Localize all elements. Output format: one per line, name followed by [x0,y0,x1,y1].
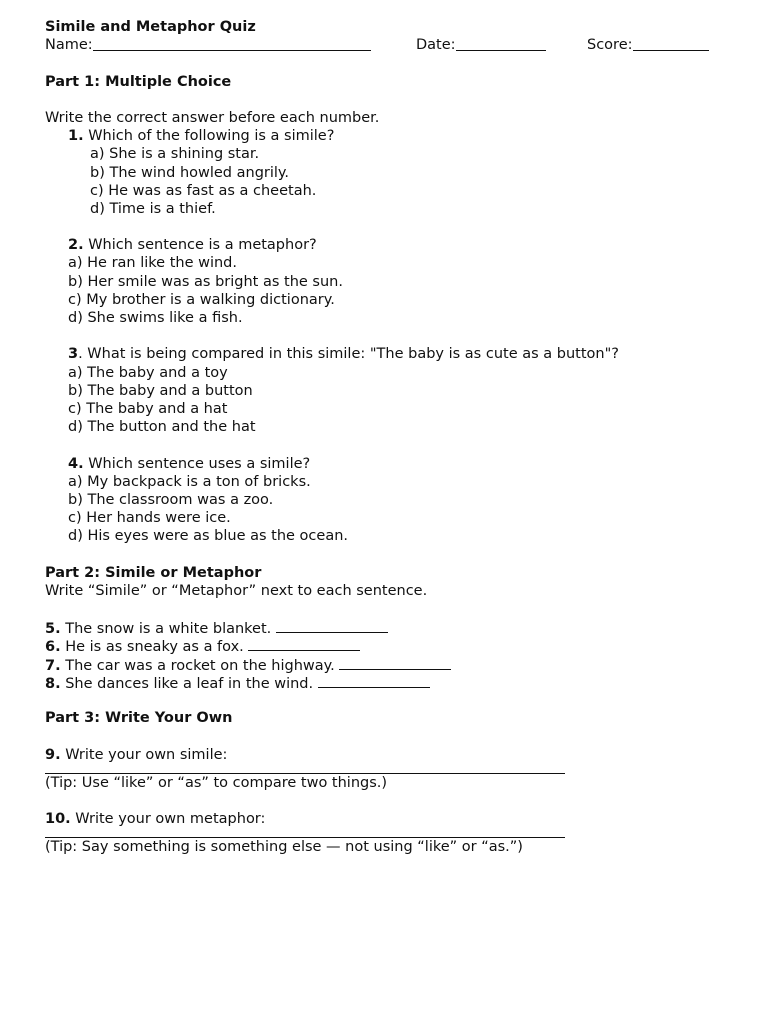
date-field[interactable] [416,36,456,54]
part3-heading: Part 3: Write Your Own [45,710,233,727]
name-field[interactable] [45,36,93,54]
part2-instruction: Write “Simile” or “Metaphor” next to each sentence. [45,582,428,599]
item-8-answer-blank[interactable] [318,673,430,688]
item-6: 6. He is as sneaky as a fox. [45,636,735,654]
question-4-option-c: c) Her hands were ice. [68,510,231,527]
question-1-option-d: d) Time is a thief. [90,200,216,217]
part1-instruction: Write the correct answer before each number. [45,109,380,126]
item-8: 8. She dances like a leaf in the wind. [45,673,735,691]
question-10-tip: (Tip: Say something is something else — not using “like” or “as.”) [45,839,523,856]
question-4-option-a: a) My backpack is a ton of bricks. [68,473,311,490]
part2-heading: Part 2: Simile or Metaphor [45,564,262,581]
question-9-tip: (Tip: Use “like” or “as” to compare two things.) [45,774,388,791]
question-3-option-a: a) The baby and a toy [68,364,228,381]
question-3-option-b: b) The baby and a button [68,382,253,399]
question-3-option-c: c) The baby and a hat [68,400,228,417]
question-10: 10. Write your own metaphor: [45,811,266,828]
date-blank[interactable] [456,36,546,51]
item-7: 7. The car was a rocket on the highway. [45,655,735,673]
question-1-option-c: c) He was as fast as a cheetah. [90,182,317,199]
question-3-option-d: d) The button and the hat [68,419,256,436]
question-1: 1. Which of the following is a simile? [68,128,335,145]
question-10-answer-line[interactable] [45,828,565,838]
question-4-option-b: b) The classroom was a zoo. [68,491,274,508]
score-label: Score: [587,37,633,54]
question-9-answer-line[interactable] [45,764,565,774]
item-5-answer-blank[interactable] [276,618,388,633]
quiz-document [45,18,735,856]
score-blank[interactable] [633,36,709,51]
score-field[interactable] [587,36,633,54]
item-5: 5. The snow is a white blanket. [45,618,735,636]
question-2-option-a: a) He ran like the wind. [68,255,237,272]
question-4-option-d: d) His eyes were as blue as the ocean. [68,528,349,545]
date-label: Date: [416,37,456,54]
question-2: 2. Which sentence is a metaphor? [68,237,317,254]
question-4: 4. Which sentence uses a simile? [68,455,311,472]
name-blank[interactable] [93,36,371,51]
question-2-option-b: b) Her smile was as bright as the sun. [68,273,343,290]
question-9: 9. Write your own simile: [45,746,228,763]
page-title: Simile and Metaphor Quiz [45,19,256,35]
question-1-option-a: a) She is a shining star. [90,146,260,163]
question-3: 3. What is being compared in this simile: "The baby is as cute as a button"? [68,346,619,363]
name-label: Name: [45,37,93,54]
item-7-answer-blank[interactable] [339,655,451,670]
question-2-option-c: c) My brother is a walking dictionary. [68,291,335,308]
part1-heading: Part 1: Multiple Choice [45,73,232,90]
header-fields [45,36,735,54]
item-6-answer-blank[interactable] [248,636,360,651]
question-1-option-b: b) The wind howled angrily. [90,164,290,181]
question-2-option-d: d) She swims like a fish. [68,310,243,326]
